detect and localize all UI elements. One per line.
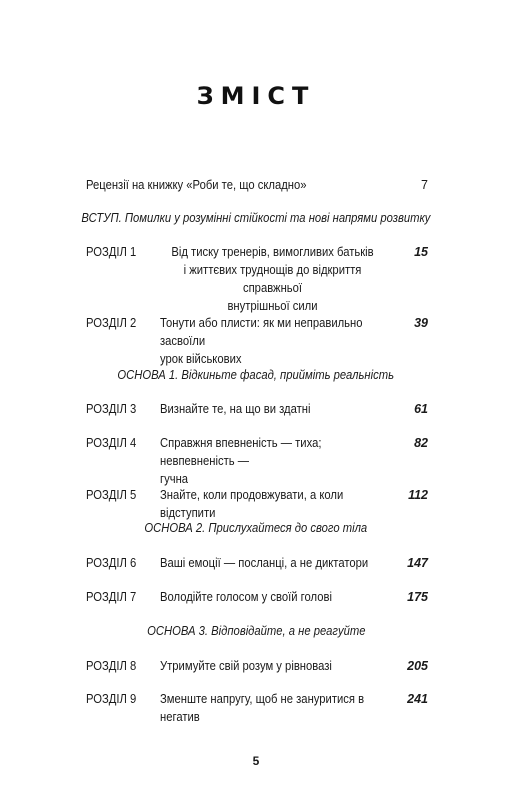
part-3-label: ОСНОВА 3. Відповідайте, а не реагуйте [146, 624, 366, 638]
toc-part-2[interactable] [0, 519, 512, 537]
chapter-title-2-line-1: Тонути або плисти: як ми неправильно засвоїли [160, 316, 363, 348]
chapter-title-1-line-3: внутрішньої сили [227, 299, 318, 313]
chapter-label-6: РОЗДІЛ 6 [86, 556, 137, 570]
chapter-title-9[interactable] [160, 690, 394, 726]
chapter-title-4-line-1: Справжня впевненість — тиха; невпевненість — [160, 436, 322, 468]
chapter-label-2: РОЗДІЛ 2 [86, 316, 137, 330]
part-1-label: ОСНОВА 1. Відкиньте фасад, прийміть реальність [117, 368, 395, 382]
toc-entry-reviews[interactable]: Рецензії на книжку «Роби те, що складно» [86, 178, 307, 192]
chapter-label-1: РОЗДІЛ 1 [86, 245, 137, 259]
chapter-title-8[interactable] [160, 657, 394, 675]
chapter-label-5: РОЗДІЛ 5 [86, 488, 137, 502]
chapter-page-9: 241 [407, 692, 428, 706]
chapter-title-5[interactable] [160, 486, 394, 522]
chapter-title-1-line-2: і життєвих труднощів до відкриття справжньої [183, 263, 362, 295]
chapter-label-8: РОЗДІЛ 8 [86, 659, 137, 673]
toc-part-3[interactable] [0, 622, 512, 640]
toc-entry-intro[interactable] [0, 209, 512, 227]
chapter-title-6[interactable] [160, 554, 394, 572]
toc-page-reviews: 7 [421, 178, 428, 192]
chapter-page-6: 147 [407, 556, 428, 570]
chapter-label-3: РОЗДІЛ 3 [86, 402, 137, 416]
chapter-label-9: РОЗДІЛ 9 [86, 692, 137, 706]
chapter-title-2-line-2: урок військових [160, 352, 242, 366]
chapter-page-2: 39 [414, 316, 428, 330]
intro-label: ВСТУП. Помилки у розумінні стійкості та нові напрями розвитку [81, 211, 431, 225]
chapter-title-4-line-2: гучна [160, 472, 189, 486]
chapter-title-1[interactable] [160, 243, 385, 315]
chapter-title-5-line-1: Знайте, коли продовжувати, а коли відступити [160, 488, 344, 520]
chapter-page-7: 175 [407, 590, 428, 604]
chapter-page-4: 82 [414, 436, 428, 450]
chapter-title-3-line-1: Визнайте те, на що ви здатні [160, 402, 311, 416]
chapter-page-5: 112 [408, 488, 428, 502]
chapter-page-1: 15 [414, 245, 428, 259]
chapter-title-7-line-1: Володійте голосом у своїй голові [160, 590, 332, 604]
page-title: ЗМІСТ [196, 82, 316, 110]
chapter-title-2[interactable] [160, 314, 394, 368]
chapter-title-7[interactable] [160, 588, 394, 606]
part-2-label: ОСНОВА 2. Прислухайтеся до свого тіла [144, 521, 368, 535]
chapter-label-7: РОЗДІЛ 7 [86, 590, 137, 604]
chapter-page-8: 205 [407, 659, 428, 673]
chapter-title-6-line-1: Ваші емоції — посланці, а не диктатори [160, 556, 369, 570]
chapter-label-4: РОЗДІЛ 4 [86, 436, 137, 450]
chapter-title-8-line-1: Утримуйте свій розум у рівновазі [160, 659, 332, 673]
page-number: 5 [252, 754, 260, 768]
toc-part-1[interactable] [0, 366, 512, 384]
chapter-title-3[interactable] [160, 400, 394, 418]
chapter-title-4[interactable] [160, 434, 394, 488]
chapter-page-3: 61 [414, 402, 428, 416]
chapter-title-9-line-1: Зменште напругу, щоб не зануритися в негатив [160, 692, 365, 724]
chapter-title-1-line-1: Від тиску тренерів, вимогливих батьків [171, 245, 374, 259]
